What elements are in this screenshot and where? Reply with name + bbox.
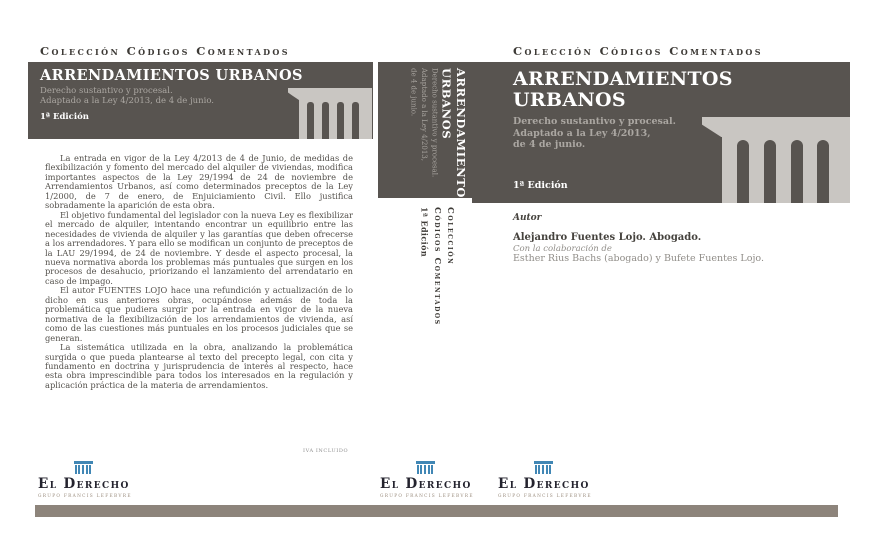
back-title: ARRENDAMIENTOS URBANOS: [40, 67, 303, 84]
iva-note: IVA INCLUIDO: [303, 448, 349, 454]
el-derecho-wordmark: El Derecho: [38, 476, 130, 492]
el-derecho-group-line: GRUPO FRANCIS LEFEBVRE: [380, 494, 474, 499]
el-derecho-wordmark: El Derecho: [498, 476, 590, 492]
column-capital: [702, 117, 850, 137]
front-edition-badge: 1ª Edición: [513, 180, 568, 191]
blurb-paragraph: El autor FUENTES LOJO hace una refundición y actualización de lo dicho en sus anteriores obras, ocupándose además de toda la problemática que pudiera surgir por la entrada en vigor de la nueva normativa de la flexibilización de los arrendamientos de vivienda, así como de las cuestiones más puntuales en los procesos judiciales que se generan.: [45, 285, 353, 343]
blurb-paragraph: El objetivo fundamental del legislador con la nueva Ley es flexibilizar el mercado de alquiler, intentando encontrar un equilibrio entre las necesidades de vivienda de alquiler y las garantías que deben ofrecerse a los arrendadores. Y para ello se modifican un conjunto de preceptos de la LAU 29/1994, de 24 de noviembre. Y desde el aspecto procesal, la nueva normativa aborda los problemas más puntuales que surgen en los procesos de desahucio, priorizando el lanzamiento del arrendatario en caso de impago.: [45, 209, 353, 286]
front-cover-band: [472, 62, 850, 203]
column-capital: [288, 88, 372, 100]
back-edition-badge: 1ª Edición: [40, 112, 89, 122]
spine-collection: Colección Códigos Comentados: [431, 207, 455, 326]
el-derecho-wordmark: El Derecho: [380, 476, 472, 492]
front-title: ARRENDAMIENTOS URBANOS: [513, 68, 733, 111]
collaboration-intro: Con la colaboración de: [513, 244, 612, 254]
blurb-paragraph: La sistemática utilizada en la obra, analizando la problemática surgida o que pueda plantearse al texto del precepto legal, con cita y fundamento en doctrina y jurisprudencia de interés al respecto, hace esta obra imprescindible para todos los interesados en la regulación y aplicación práctica de la materia de arrendamientos.: [45, 342, 353, 390]
el-derecho-column-icon: [416, 461, 435, 474]
spine-title: ARRENDAMIENTOS URBANOS: [439, 68, 468, 207]
blurb-paragraph: La entrada en vigor de la Ley 4/2013 de 4 de Junio, de medidas de flexibilización y fomento del mercado del alquiler de viviendas, modifica importantes aspectos de la Ley 29/1994 de 24 de noviembre de Arrendamientos Urbanos, así como determinados preceptos de la Ley 1/2000, de 7 de enero, de Enjuiciamiento Civil. Ello justifica sobradamente la aparición de esta obra.: [45, 153, 353, 211]
roman-column-icon: [702, 117, 850, 203]
el-derecho-column-icon: [534, 461, 553, 474]
back-subtitle: Derecho sustantivo y procesal. Adaptado a la Ley 4/2013, de 4 de junio.: [40, 86, 215, 106]
front-collection-heading: Colección Códigos Comentados: [513, 44, 763, 58]
back-cover-band: [28, 62, 373, 139]
el-derecho-logo: [380, 461, 474, 499]
back-cover-blurb: [45, 154, 353, 390]
column-body: [299, 100, 372, 139]
spine-subtitle: Derecho sustantivo y procesal. Adaptado a la Ley 4/2013, de 4 de junio.: [409, 68, 439, 178]
front-subtitle: Derecho sustantivo y procesal. Adaptado a la Ley 4/2013, de 4 de junio.: [513, 116, 676, 150]
author-label: Autor: [513, 213, 542, 223]
el-derecho-group-line: GRUPO FRANCIS LEFEBVRE: [38, 494, 132, 499]
roman-column-icon: [288, 88, 372, 139]
spine-band: [378, 62, 472, 207]
el-derecho-column-icon: [74, 461, 93, 474]
back-collection-heading: Colección Códigos Comentados: [40, 44, 290, 58]
spine-band-text: [403, 68, 468, 207]
column-body: [722, 137, 850, 203]
author-name: Alejandro Fuentes Lojo. Abogado.: [513, 232, 702, 243]
spine-lower-text: [378, 207, 456, 357]
spine-edition: 1ª Edición: [419, 207, 430, 258]
el-derecho-logo: [498, 461, 592, 499]
el-derecho-logo: [38, 461, 132, 499]
el-derecho-group-line: GRUPO FRANCIS LEFEBVRE: [498, 494, 592, 499]
footer-bar: [35, 505, 838, 517]
collaboration-names: Esther Rius Bachs (abogado) y Bufete Fuentes Lojo.: [513, 253, 764, 264]
